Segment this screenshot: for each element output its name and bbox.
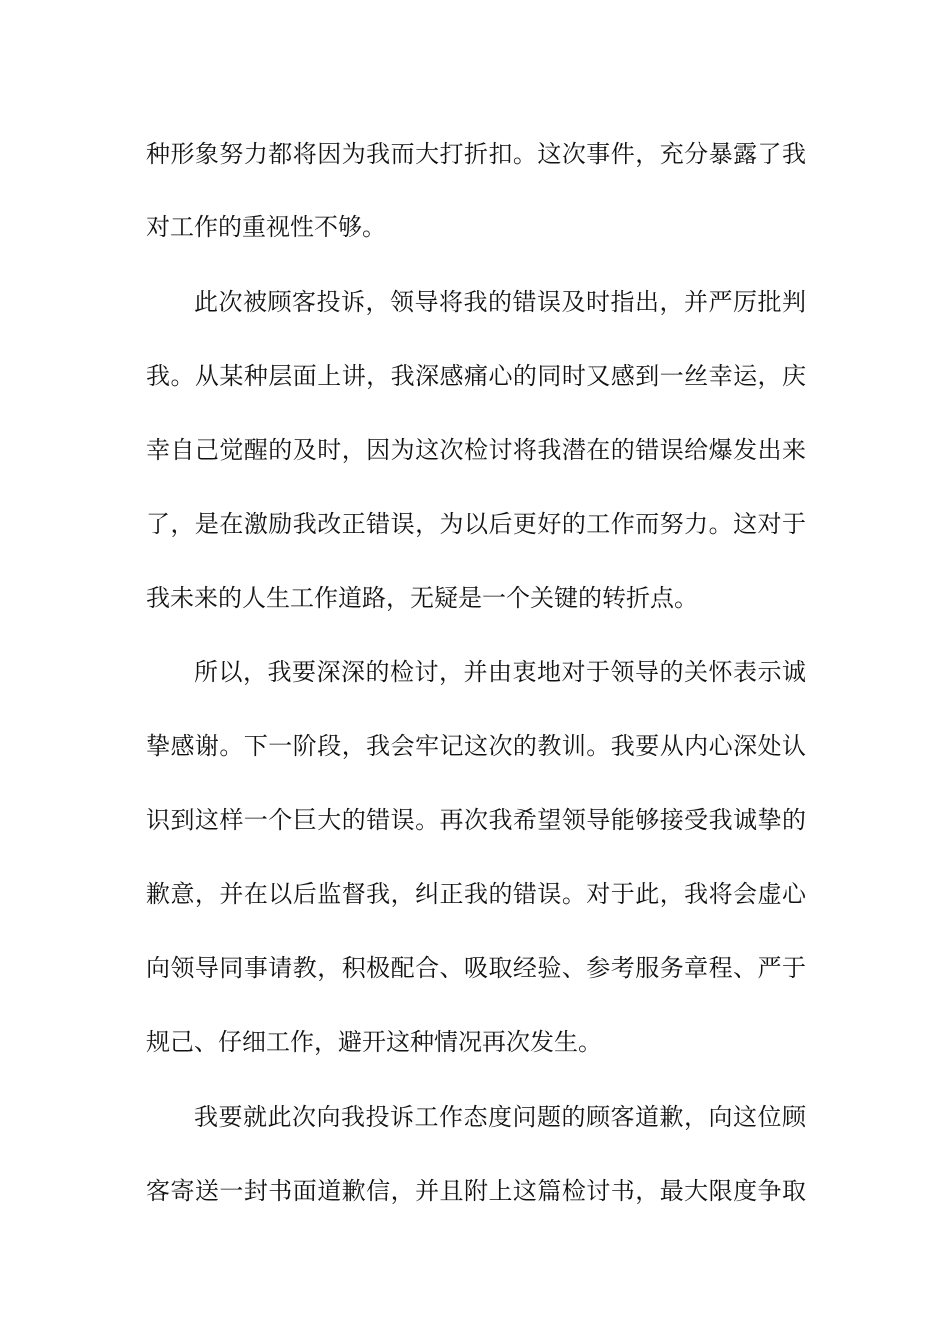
text-line: 识到这样一个巨大的错误。再次我希望领导能够接受我诚挚的 xyxy=(146,806,806,834)
paragraph-first-line: 所以，我要深深的检讨，并由衷地对于领导的关怀表示诚 xyxy=(194,658,806,686)
text-line: 挚感谢。下一阶段，我会牢记这次的教训。我要从内心深处认 xyxy=(146,732,806,760)
text-line: 对工作的重视性不够。 xyxy=(146,213,386,241)
text-line: 我未来的人生工作道路，无疑是一个关键的转折点。 xyxy=(146,584,698,612)
text-line: 向领导同事请教，积极配合、吸取经验、参考服务章程、严于 xyxy=(146,954,806,982)
text-line: 我。从某种层面上讲，我深感痛心的同时又感到一丝幸运，庆 xyxy=(146,362,806,390)
text-line: 客寄送一封书面道歉信，并且附上这篇检讨书，最大限度争取 xyxy=(146,1177,806,1205)
text-line: 幸自己觉醒的及时，因为这次检讨将我潜在的错误给爆发出来 xyxy=(146,436,806,464)
paragraph-first-line: 我要就此次向我投诉工作态度问题的顾客道歉，向这位顾 xyxy=(194,1103,806,1131)
paragraph-first-line: 此次被顾客投诉，领导将我的错误及时指出，并严厉批判 xyxy=(194,288,806,316)
text-line: 规己、仔细工作，避开这种情况再次发生。 xyxy=(146,1028,602,1056)
text-line: 了，是在激励我改正错误，为以后更好的工作而努力。这对于 xyxy=(146,510,806,538)
text-line: 种形象努力都将因为我而大打折扣。这次事件，充分暴露了我 xyxy=(146,140,806,168)
text-line: 歉意，并在以后监督我，纠正我的错误。对于此，我将会虚心 xyxy=(146,880,806,908)
